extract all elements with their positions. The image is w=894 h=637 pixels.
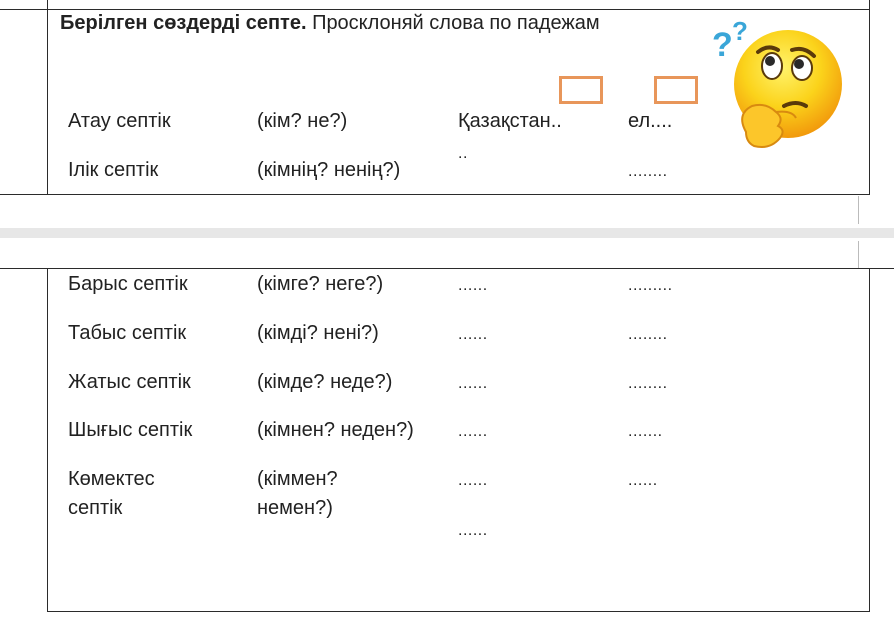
case-name: Жатыс септік (68, 371, 191, 393)
answer-blank-1: .. (458, 145, 468, 162)
task-title-russian: Просклоняй слова по падежам (312, 12, 600, 34)
task-title (60, 9, 600, 37)
example-word-2: ел.... (628, 110, 673, 132)
answer-blank-2: ........ (628, 326, 668, 343)
bottom-border (47, 611, 870, 612)
case-name-line-1: Көмектес (68, 468, 155, 490)
left-border-bottom (47, 268, 48, 612)
case-name-line-2: септік (68, 497, 123, 519)
left-border-top (47, 0, 48, 195)
right-border-bottom (869, 268, 870, 612)
top-border-bottom (0, 268, 894, 269)
answer-box-2 (654, 76, 698, 104)
case-name: Атау септік (68, 110, 171, 132)
answer-blank-1: ...... (458, 375, 488, 392)
gap-line-right-2 (858, 241, 859, 269)
page-gap-band (0, 228, 894, 238)
answer-blank-2: ....... (628, 423, 663, 440)
case-name: Табыс септік (68, 322, 187, 344)
case-name: Барыс септік (68, 273, 188, 295)
gap-line-right-1 (858, 196, 859, 224)
case-question-line-2: немен?) (257, 497, 333, 519)
case-question: (кімде? неде?) (257, 371, 393, 393)
case-question: (кімнің? ненің?) (257, 159, 401, 181)
case-question: (кім? не?) (257, 110, 348, 132)
svg-text:?: ? (732, 16, 748, 46)
case-name: Шығыс септік (68, 419, 193, 441)
answer-blank-1: ...... (458, 472, 488, 489)
case-question-line-1: (кіммен? (257, 468, 338, 490)
case-question: (кімді? нені?) (257, 322, 379, 344)
answer-blank-1: ...... (458, 423, 488, 440)
svg-text:?: ? (712, 26, 733, 64)
answer-blank-1: ...... (458, 277, 488, 294)
thinking-face-icon (706, 14, 856, 164)
answer-blank-2: ...... (628, 472, 658, 489)
answer-blank-2: ........ (628, 375, 668, 392)
task-title-kazakh: Берілген сөздерді септе. (60, 12, 307, 34)
example-word-1: Қазақстан.. (458, 110, 562, 132)
answer-blank-1: ...... (458, 326, 488, 343)
right-border-top (869, 0, 870, 195)
answer-blank-extra: ...... (458, 522, 488, 539)
mid-border-top (0, 194, 870, 195)
case-question: (кімнен? неден?) (257, 419, 414, 441)
answer-box-1 (559, 76, 603, 104)
case-question: (кімге? неге?) (257, 273, 384, 295)
case-name: Ілік септік (68, 159, 159, 181)
answer-blank-2: ......... (628, 277, 673, 294)
answer-blank-2: ........ (628, 163, 668, 180)
